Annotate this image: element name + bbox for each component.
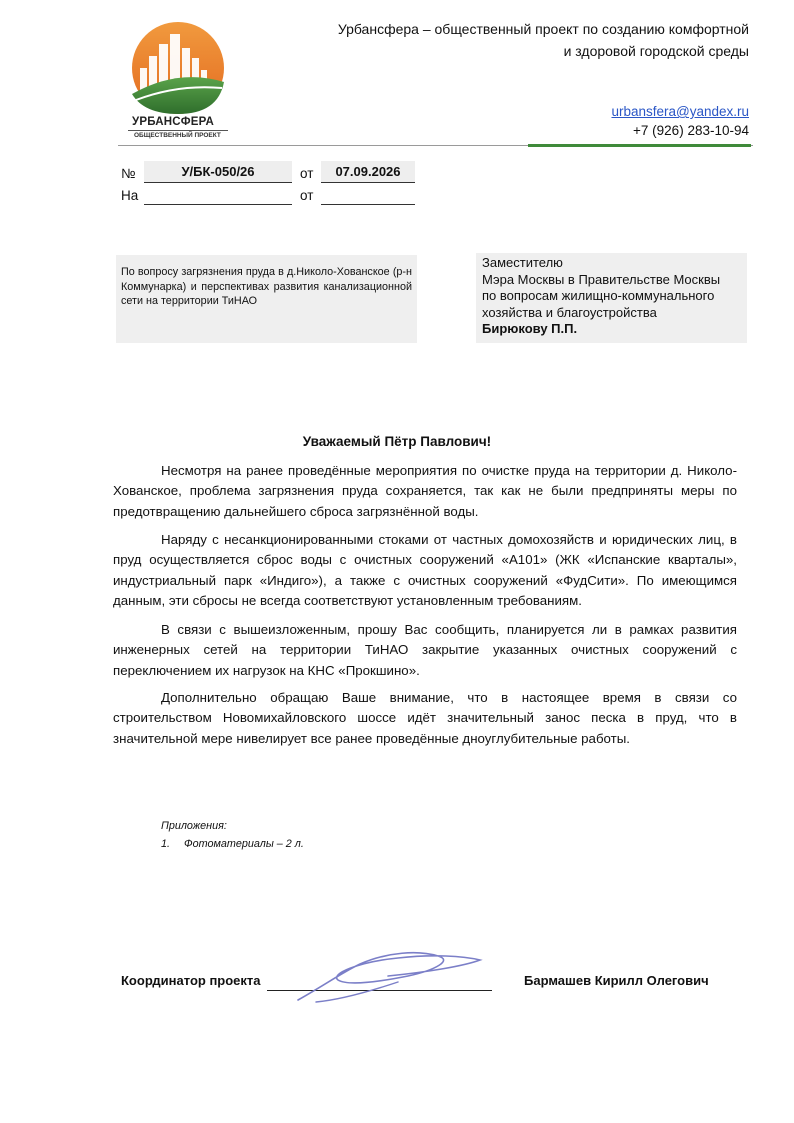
logo-subtitle: ОБЩЕСТВЕННЫЙ ПРОЕКТ — [134, 132, 221, 139]
body-paragraph: Наряду с несанкционированными стоками от частных домохозяйств и юридических лиц, в пруд осуществляется сброс воды с очистных сооружений «А101» (ЖК «Испанские кварталы», индустриальный парк «Индиго»), а также с очистных сооружений «ФудСити». По имеющимся данным, эти сбросы не всегда соответствуют установленным требованиям. — [113, 532, 737, 608]
body-paragraph: В связи с вышеизложенным, прошу Вас сообщить, планируется ли в рамках развития инженерных сетей на территории ТиНАО закрытие указанных очистных сооружений с переключением их нагрузок на КНС «Прокшино». — [113, 622, 737, 678]
org-description-line1: Урбансфера – общественный проект по созданию комфортной — [337, 21, 749, 37]
body-paragraph: Дополнительно обращаю Ваше внимание, что в настоящее время в связи со строительством Новомихайловского шоссе идёт значительный занос песка в пруд, что в значительной мере нивелирует все ранее проведённые дноуглубительные работы. — [113, 690, 737, 746]
appendix-item-number: 1. — [161, 838, 171, 850]
date-label: от — [300, 166, 314, 181]
number-label: № — [121, 166, 136, 181]
greeting: Уважаемый Пётр Павлович! — [302, 434, 492, 449]
addressee-line4: хозяйства и благоустройства — [482, 304, 657, 320]
subject-text: По вопросу загрязнения пруда в д.Николо-Хованское (р-н Коммунарка) и перспективах развития канализационной сети на территории ТиНАО — [121, 266, 412, 307]
signatory-role: Координатор проекта — [121, 973, 261, 988]
logo-divider — [128, 130, 228, 131]
on-field — [144, 183, 292, 205]
urbansfera-logo — [118, 18, 238, 143]
on-label: На — [121, 188, 139, 203]
header-accent-bar — [528, 144, 751, 147]
number-field: У/БК-050/26 — [144, 161, 292, 183]
email-link[interactable]: urbansfera@yandex.ru — [611, 104, 749, 119]
handwritten-signature — [268, 942, 498, 1010]
addressee-box — [476, 253, 747, 343]
subject-box — [116, 255, 417, 343]
org-description-line2: и здоровой городской среды — [563, 43, 749, 59]
body-paragraph: Несмотря на ранее проведённые мероприятия по очистке пруда на территории д. Николо-Хованское, проблема загрязнения пруда сохраняется, так как не были предприняты меры по предотвращению дальнейшего сброса загрязнённой воды. — [113, 463, 737, 519]
addressee-line1: Заместителю — [482, 255, 563, 270]
date-field: 07.09.2026 — [321, 161, 415, 183]
addressee-line2: Мэра Москвы в Правительстве Москвы — [482, 271, 721, 287]
addressee-line3: по вопросам жилищно-коммунального — [482, 288, 715, 303]
date-field-2 — [321, 183, 415, 205]
phone-number: +7 (926) 283-10-94 — [633, 123, 749, 138]
appendix-item-text: Фотоматериалы – 2 л. — [184, 838, 304, 850]
appendix-title: Приложения: — [161, 820, 227, 832]
date-label-2: от — [300, 188, 314, 203]
addressee-name: Бирюкову П.П. — [482, 321, 578, 336]
logo-name: УРБАНСФЕРА — [132, 116, 215, 128]
signatory-name: Бармашев Кирилл Олегович — [524, 973, 709, 988]
